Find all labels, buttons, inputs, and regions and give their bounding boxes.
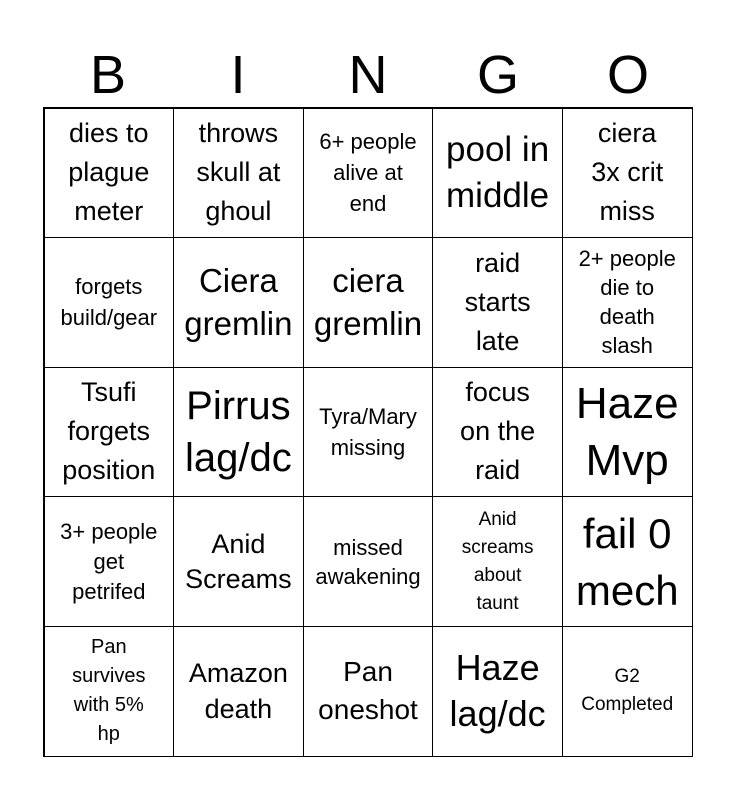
bingo-cell-15[interactable] xyxy=(562,367,693,498)
header-letter-i: I xyxy=(230,45,246,105)
cell-text: Pan survives with 5% hp xyxy=(72,636,146,746)
cell-text: forgets build/gear xyxy=(60,274,158,331)
cell-text: Anid Screams xyxy=(185,528,292,594)
cell-text: ciera gremlin xyxy=(313,262,423,343)
cell-text: Pan oneshot xyxy=(318,656,418,726)
bingo-cell-18[interactable] xyxy=(303,496,434,627)
cell-text: fail 0 mech xyxy=(575,509,679,614)
cell-text: Haze lag/dc xyxy=(449,647,546,735)
bingo-cell-1[interactable] xyxy=(44,108,175,239)
bingo-cell-24[interactable] xyxy=(432,626,563,757)
bingo-grid xyxy=(43,107,693,757)
cell-text: Tyra/Mary missing xyxy=(319,403,417,460)
bingo-cell-14[interactable] xyxy=(432,367,563,498)
cell-text: 2+ people die to death slash xyxy=(578,246,676,359)
bingo-cell-9[interactable] xyxy=(432,237,563,368)
cell-text: Amazon death xyxy=(188,658,288,725)
bingo-header xyxy=(43,42,693,108)
bingo-cell-13[interactable] xyxy=(303,367,434,498)
bingo-cell-21[interactable] xyxy=(44,626,175,757)
bingo-cell-7[interactable] xyxy=(173,237,304,368)
bingo-cell-4[interactable] xyxy=(432,108,563,239)
bingo-cell-6[interactable] xyxy=(44,237,175,368)
header-letter-o: O xyxy=(606,45,649,105)
cell-text: Haze Mvp xyxy=(575,378,679,485)
cell-text: Ciera gremlin xyxy=(184,262,293,343)
cell-text: throws skull at ghoul xyxy=(196,118,281,227)
bingo-cell-11[interactable] xyxy=(44,367,175,498)
cell-text: Anid screams about taunt xyxy=(461,508,534,614)
cell-text: Pirrus lag/dc xyxy=(185,383,292,480)
cell-text: G2 Completed xyxy=(581,666,674,716)
bingo-cell-10[interactable] xyxy=(562,237,693,368)
cell-text: ciera 3x crit miss xyxy=(591,118,664,227)
bingo-cell-5[interactable] xyxy=(562,108,693,239)
header-letter-g: G xyxy=(476,45,519,105)
cell-text: pool in middle xyxy=(446,129,550,215)
cell-text: Tsufi forgets position xyxy=(62,377,156,486)
bingo-cell-17[interactable] xyxy=(173,496,304,627)
cell-text: dies to plague meter xyxy=(68,118,150,227)
header-letter-b: B xyxy=(89,45,127,105)
bingo-cell-23[interactable] xyxy=(303,626,434,757)
bingo-cell-25[interactable] xyxy=(562,626,693,757)
bingo-cell-22[interactable] xyxy=(173,626,304,757)
cell-text: missed awakening xyxy=(315,534,421,589)
header-letter-n: N xyxy=(348,45,388,105)
cell-text: focus on the raid xyxy=(460,377,536,486)
bingo-cell-2[interactable] xyxy=(173,108,304,239)
cell-text: 3+ people get petrifed xyxy=(60,518,158,604)
bingo-cell-16[interactable] xyxy=(44,496,175,627)
bingo-cell-20[interactable] xyxy=(562,496,693,627)
bingo-cell-12[interactable] xyxy=(173,367,304,498)
cell-text: 6+ people alive at end xyxy=(319,129,417,217)
cell-text: raid starts late xyxy=(464,247,531,356)
bingo-cell-19[interactable] xyxy=(432,496,563,627)
bingo-cell-3[interactable] xyxy=(303,108,434,239)
bingo-cell-8[interactable] xyxy=(303,237,434,368)
